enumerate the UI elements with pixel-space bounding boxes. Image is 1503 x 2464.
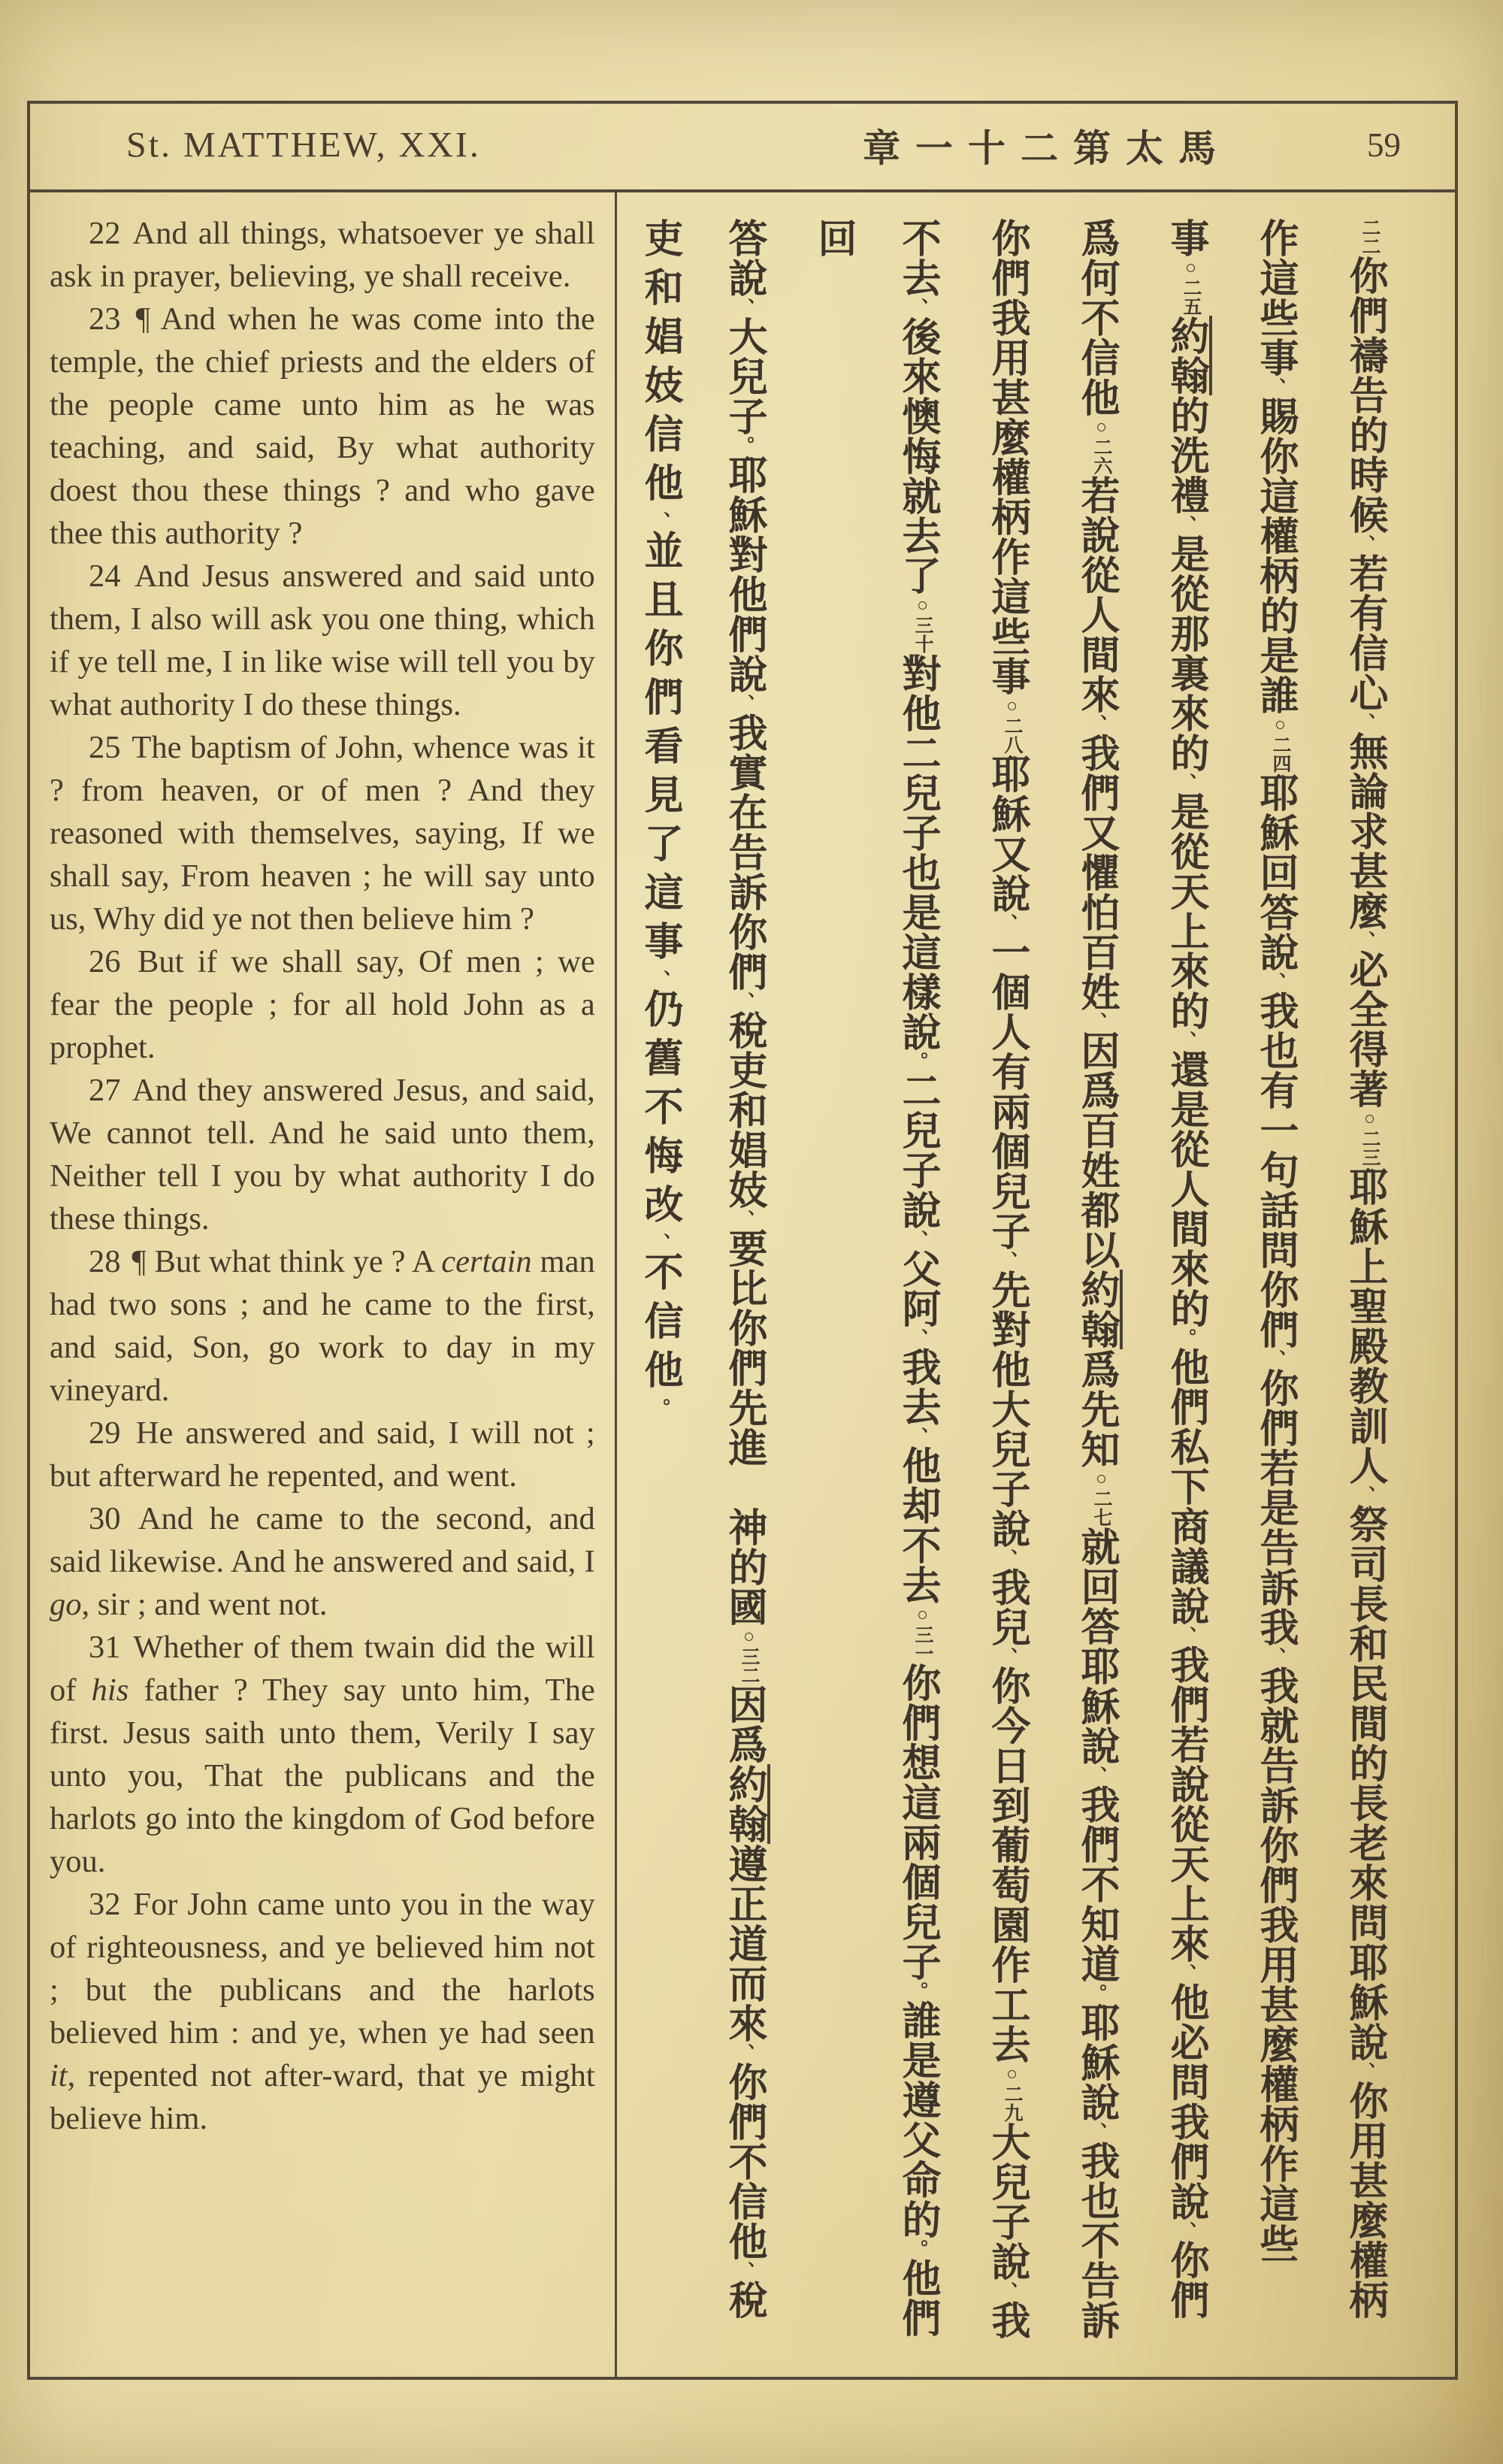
punctuation-mark: 、 xyxy=(1265,1349,1285,1368)
verse-number: 32 xyxy=(89,1887,121,1922)
verse-marker: ○二六 xyxy=(1091,417,1111,475)
verse-text: And all things, whatsoever ye shall ask in prayer, believing, ye shall receive. xyxy=(50,216,595,294)
verse-text: He answered and said, I will not ; but afterward he repented, and went. xyxy=(50,1415,595,1494)
verse-marker: ○二三 xyxy=(1359,1109,1380,1167)
punctuation-mark: 、 xyxy=(1175,1031,1196,1049)
chinese-text-run: 因爲 xyxy=(722,1685,765,1764)
punctuation-mark: 。 xyxy=(1175,1328,1196,1347)
chinese-text-run: 你們想這兩個兒子。誰是遵父命的。他們回 xyxy=(812,218,939,2338)
proper-name-mark: 約翰 xyxy=(722,1764,770,1844)
verse-number: 30 xyxy=(89,1501,121,1536)
punctuation-mark: 、 xyxy=(996,2281,1017,2300)
pilcrow-mark: ¶ xyxy=(132,1244,155,1279)
chinese-column-6 xyxy=(791,218,964,2357)
running-title-chinese: 章一十二第太馬 xyxy=(863,127,1231,170)
chinese-text-run: 不去、後來懊悔就去了 xyxy=(896,218,939,595)
verse-number: 28 xyxy=(89,1244,121,1279)
verse-number: 26 xyxy=(89,944,121,979)
verse-paragraph-24 xyxy=(50,555,595,726)
verse-marker: ○二七 xyxy=(1091,1469,1111,1527)
punctuation-mark: 、 xyxy=(733,298,754,316)
verse-marker: ○三十 xyxy=(912,595,933,653)
verse-text: father ? They say unto him, The first. Jesus saith unto them, Verily I say unto you, That the publicans and the harlots go into the kingdom of God before you. xyxy=(50,1672,595,1879)
punctuation-mark: 、 xyxy=(996,913,1017,932)
chinese-text-run: 答說、大兒子。耶穌對他們說、我實在告訴你們、稅吏和娼妓、要比你們先進 神的國 xyxy=(722,218,765,1627)
pilcrow-mark: ¶ xyxy=(135,301,161,337)
english-text-column xyxy=(30,192,615,2377)
punctuation-mark: 、 xyxy=(907,1230,927,1249)
verse-text: For John came unto you in the way of righteousness, and ye believed him not ; but the publicans and the harlots believed him : and ye, when ye had seen xyxy=(50,1887,595,2051)
verse-paragraph-28 xyxy=(50,1240,595,1412)
punctuation-mark: 、 xyxy=(1086,2122,1106,2141)
chinese-text-run: 對他二兒子也是這樣說。二兒子說、父阿、我去、他却不去 xyxy=(896,653,939,1605)
verse-text: And he came to the second, and said likewise. And he answered and said, I xyxy=(50,1501,595,1579)
punctuation-mark: 、 xyxy=(1354,534,1374,553)
punctuation-mark: 、 xyxy=(1354,713,1374,731)
verse-paragraph-29 xyxy=(50,1412,595,1497)
punctuation-mark: 、 xyxy=(1175,515,1196,534)
punctuation-mark: 、 xyxy=(1175,773,1196,792)
chinese-text-run: 耶穌上聖殿教訓人、祭司長和民間的長老來問耶穌說、你用甚麼權柄 xyxy=(1343,1167,1386,2320)
punctuation-mark: 、 xyxy=(907,298,927,316)
italicized-word: his xyxy=(91,1672,129,1708)
chinese-text-run: 吏和娼妓信他、並且你們看見了這事、仍舊不悔改、不信他。 xyxy=(638,218,681,1417)
verse-number: 25 xyxy=(89,730,121,765)
italicized-word: it xyxy=(50,2058,68,2093)
verse-text: man had two sons ; and he came to the first, and said, Son, go work to day in my vineyard. xyxy=(50,1244,595,1408)
chinese-vertical-text xyxy=(617,218,1411,2357)
punctuation-mark: 。 xyxy=(907,2239,927,2258)
punctuation-mark: 。 xyxy=(907,1981,927,2000)
chinese-text-run: 作這些事、賜你這權柄的是誰 xyxy=(1254,218,1296,715)
verse-marker: ○二五 xyxy=(1181,258,1201,316)
punctuation-mark: 、 xyxy=(649,970,670,988)
verse-marker: 二二 xyxy=(1359,218,1380,256)
chinese-text-column xyxy=(617,192,1455,2377)
punctuation-mark: 、 xyxy=(1086,1012,1106,1031)
chinese-column-3 xyxy=(1143,218,1232,2357)
chinese-column-7 xyxy=(701,218,791,2357)
proper-name-mark: 約翰 xyxy=(1075,1270,1123,1349)
verse-number: 23 xyxy=(89,301,121,337)
verse-marker: ○二九 xyxy=(1002,2064,1022,2122)
chinese-text-run: 爲先知 xyxy=(1075,1349,1117,1469)
punctuation-mark: 、 xyxy=(907,1328,927,1347)
chinese-column-5 xyxy=(964,218,1054,2357)
page-content xyxy=(30,192,1455,2377)
chinese-text-run: 事 xyxy=(1164,218,1207,258)
punctuation-mark: 、 xyxy=(1175,1626,1196,1645)
punctuation-mark: 。 xyxy=(649,1398,670,1417)
verse-marker: ○三一 xyxy=(912,1605,933,1663)
verse-paragraph-23 xyxy=(50,298,595,555)
chinese-column-1 xyxy=(1322,218,1411,2357)
verse-text: But what think ye ? A xyxy=(154,1244,442,1279)
verse-paragraph-31 xyxy=(50,1626,595,1883)
chinese-text-run: 大兒子說、我 xyxy=(985,2122,1028,2340)
chinese-text-run: 的洗禮、是從那裏來的、是從天上來的、還是從人間來的。他們私下商議說、我們若說從天上來、他必問我們說、你們 xyxy=(1164,395,1207,2320)
verse-text: Whether of them twain did the will of xyxy=(50,1630,595,1708)
punctuation-mark: 、 xyxy=(1086,1766,1106,1784)
chinese-text-run: 遵正道而來、你們不信他、稅 xyxy=(722,1844,765,2320)
punctuation-mark: 、 xyxy=(996,1251,1017,1270)
verse-number: 24 xyxy=(89,558,121,594)
verse-text: And Jesus answered and said unto them, I also will ask you one thing, which if ye tell me, I in like wise will tell you by what authority I do these things. xyxy=(50,558,595,722)
punctuation-mark: 、 xyxy=(996,1548,1017,1567)
punctuation-mark: 、 xyxy=(733,2261,754,2280)
punctuation-mark: 、 xyxy=(733,2043,754,2062)
punctuation-mark: 。 xyxy=(1086,1984,1106,2002)
verse-number: 27 xyxy=(89,1073,121,1108)
verse-marker: ○二八 xyxy=(1002,696,1022,754)
verse-number: 31 xyxy=(89,1630,121,1665)
chinese-column-2 xyxy=(1232,218,1322,2357)
chinese-text-run: 你們禱告的時候、若有信心、無論求甚麼、必全得著 xyxy=(1343,256,1386,1109)
punctuation-mark: 、 xyxy=(907,1427,927,1445)
punctuation-mark: 、 xyxy=(733,694,754,713)
verse-paragraph-22 xyxy=(50,212,595,298)
proper-name-mark: 約翰 xyxy=(1164,316,1212,395)
italicized-word: certain xyxy=(441,1244,532,1279)
punctuation-mark: 、 xyxy=(1265,1647,1285,1666)
chinese-column-8 xyxy=(617,218,701,2357)
verse-paragraph-26 xyxy=(50,940,595,1069)
verse-text: And they answered Jesus, and said, We cannot tell. And he said unto them, Neither tell I you by what authority I do these things. xyxy=(50,1073,595,1237)
punctuation-mark: 、 xyxy=(1086,714,1106,733)
verse-text: And when he was come into the temple, the chief priests and the elders of the people came unto him as he was teaching, and said, By what authority doest thou these things ? and who gave thee this authority ? xyxy=(50,301,595,551)
verse-text: , repented not after-ward, that ye might believe him. xyxy=(50,2058,595,2136)
running-title-english: St. MATTHEW, XXI. xyxy=(126,125,481,165)
punctuation-mark: 。 xyxy=(907,1052,927,1070)
punctuation-mark: 、 xyxy=(649,1233,670,1252)
punctuation-mark: 、 xyxy=(649,511,670,530)
verse-marker: ○二四 xyxy=(1270,715,1290,773)
chinese-text-run: 爲何不信他 xyxy=(1075,218,1117,417)
punctuation-mark: 。 xyxy=(733,436,754,455)
chinese-column-4 xyxy=(1054,218,1143,2357)
punctuation-mark: 、 xyxy=(733,1209,754,1228)
verse-number: 22 xyxy=(89,216,121,251)
punctuation-mark: 、 xyxy=(1175,2221,1196,2240)
punctuation-mark: 、 xyxy=(1175,1963,1196,1982)
page-number: 59 xyxy=(1367,126,1401,164)
punctuation-mark: 、 xyxy=(1354,2062,1374,2081)
verse-marker: ○三二 xyxy=(739,1627,759,1685)
punctuation-mark: 、 xyxy=(1354,1485,1374,1504)
verse-paragraph-25 xyxy=(50,726,595,940)
chinese-text-run: 若說從人間來、我們又懼怕百姓、因爲百姓都以 xyxy=(1075,475,1117,1270)
verse-text: The baptism of John, whence was it ? from heaven, or of men ? And they reasoned with themselves, saying, If we shall say, From heaven ; he will say unto us, Why did ye not then believe him ? xyxy=(50,730,595,937)
chinese-text-run: 你們我用甚麼權柄作這些事 xyxy=(985,218,1028,696)
verse-paragraph-27 xyxy=(50,1069,595,1240)
italicized-word: go xyxy=(50,1587,82,1622)
punctuation-mark: 、 xyxy=(1354,931,1374,949)
verse-number: 29 xyxy=(89,1415,121,1451)
chinese-text-run: 耶穌又說、一個人有兩個兒子、先對他大兒子說、我兒、你今日到葡萄園作工去 xyxy=(985,754,1028,2064)
punctuation-mark: 、 xyxy=(733,991,754,1010)
verse-text: , sir ; and went not. xyxy=(81,1587,328,1622)
chinese-text-run: 耶穌回答說、我也有一句話問你們、你們若是告訴我、我就告訴你們我用甚麼權柄作這些 xyxy=(1254,773,1296,2263)
punctuation-mark: 、 xyxy=(996,1647,1017,1666)
verse-paragraph-30 xyxy=(50,1497,595,1626)
punctuation-mark: 、 xyxy=(1265,972,1285,991)
verse-text: But if we shall say, Of men ; we fear the people ; for all hold John as a prophet. xyxy=(50,944,595,1065)
verse-paragraph-32 xyxy=(50,1883,595,2140)
page-frame xyxy=(27,101,1458,2380)
page-header xyxy=(30,104,1455,192)
punctuation-mark: 、 xyxy=(1265,377,1285,396)
chinese-text-run: 就回答耶穌說、我們不知道。耶穌說、我也不告訴 xyxy=(1075,1527,1117,2340)
